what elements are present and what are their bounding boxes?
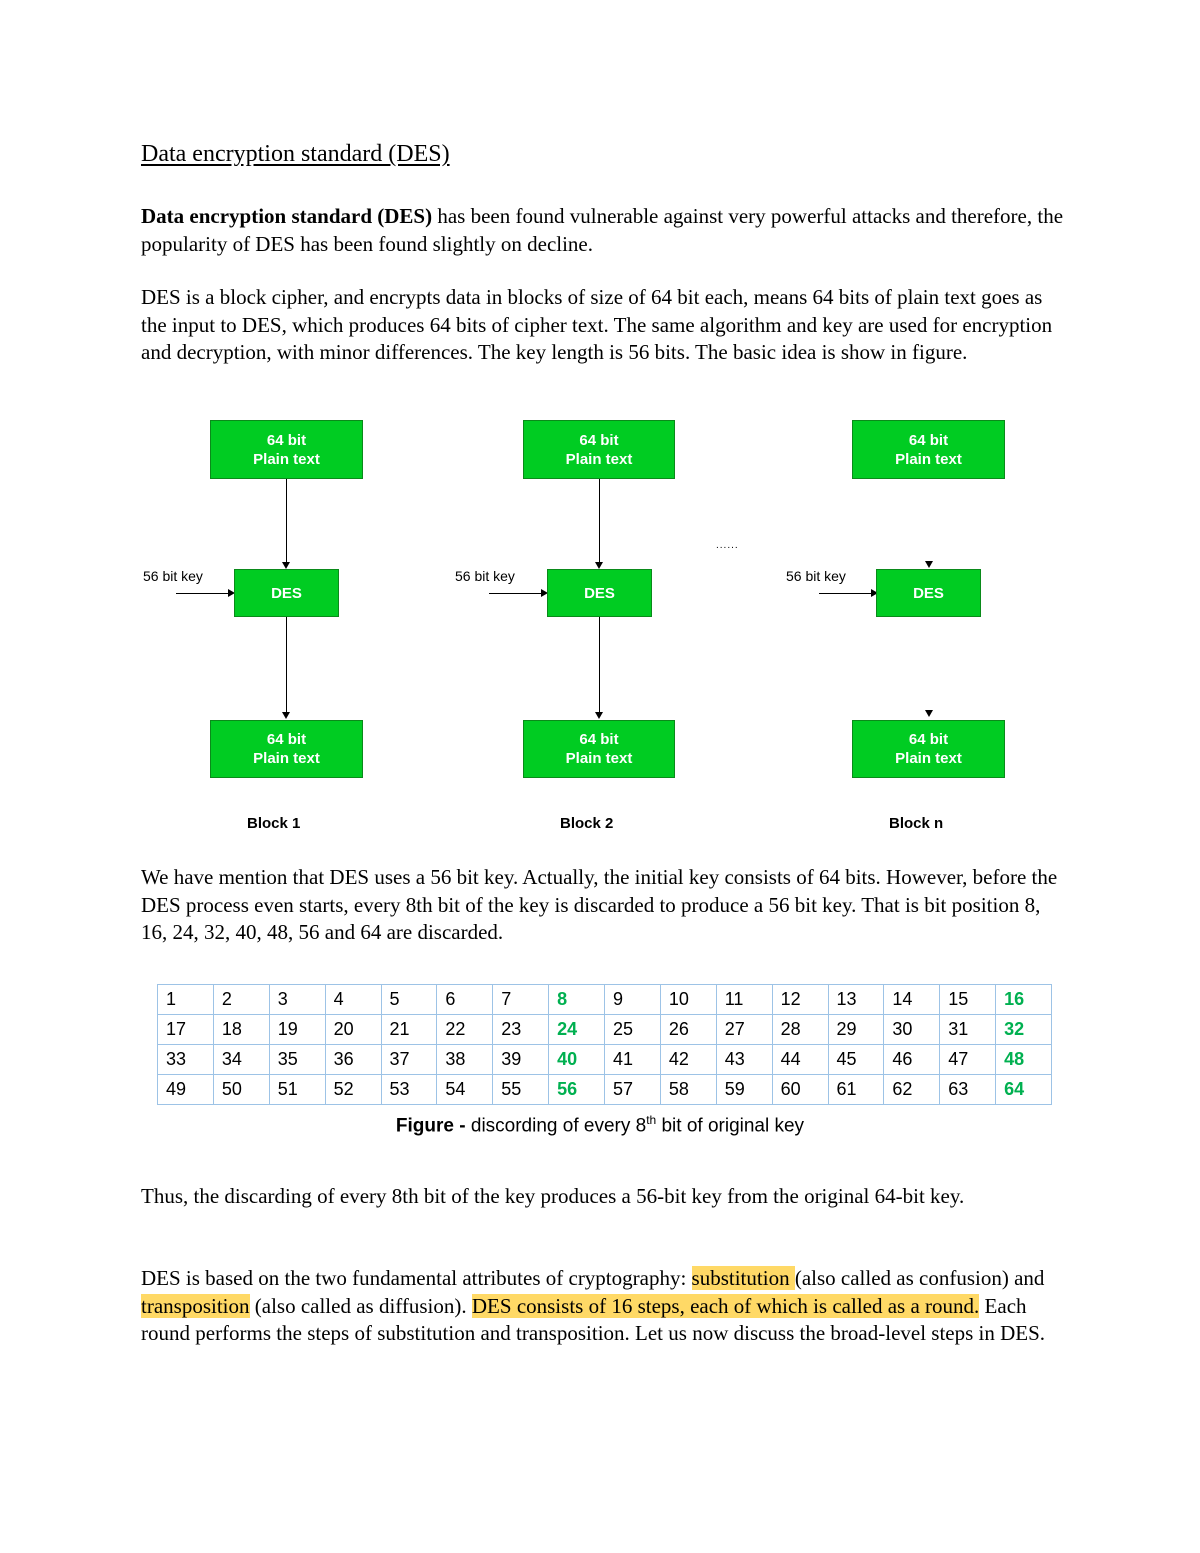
blockn-des-box <box>876 569 981 617</box>
block1-des-label: DES <box>271 584 302 602</box>
table-cell: 21 <box>381 1015 437 1045</box>
blockn-label: Block n <box>889 815 944 832</box>
blockn-key-line <box>819 593 872 594</box>
diagram-ellipsis: ...... <box>716 540 739 551</box>
table-cell: 46 <box>884 1045 940 1075</box>
table-cell: 32 <box>996 1015 1052 1045</box>
table-cell: 6 <box>437 985 493 1015</box>
blockn-output-line1: 64 bit <box>908 731 949 748</box>
table-cell: 54 <box>437 1075 493 1105</box>
table-cell: 10 <box>660 985 716 1015</box>
block2-arrow-out-line <box>599 617 600 713</box>
table-cell: 49 <box>158 1075 214 1105</box>
table-cell: 8 <box>549 985 605 1015</box>
block2-des-label: DES <box>584 584 615 602</box>
table-cell: 2 <box>213 985 269 1015</box>
block1-arrow-out-line <box>286 617 287 713</box>
table-cell: 47 <box>940 1045 996 1075</box>
table-cell: 18 <box>213 1015 269 1045</box>
block2-output-box <box>523 720 675 778</box>
blockn-output-line2: Plain text <box>895 750 962 767</box>
block1-output-line1: 64 bit <box>266 731 307 748</box>
intro-paragraph <box>141 203 1071 258</box>
block2-output-line2: Plain text <box>565 750 633 767</box>
table-cell: 62 <box>884 1075 940 1105</box>
table-cell: 27 <box>716 1015 772 1045</box>
block2-key-label: 56 bit key <box>455 568 515 584</box>
table-cell: 45 <box>828 1045 884 1075</box>
table-row <box>158 1075 1052 1105</box>
block1-label: Block 1 <box>247 815 301 832</box>
table-cell: 24 <box>549 1015 605 1045</box>
table-cell: 53 <box>381 1075 437 1105</box>
block1-input-line1: 64 bit <box>266 431 307 449</box>
table-cell: 40 <box>549 1045 605 1075</box>
p5-text-c: (also called as diffusion). <box>249 1293 472 1318</box>
table-cell: 9 <box>605 985 661 1015</box>
block1-key-label: 56 bit key <box>143 568 203 584</box>
table-cell: 56 <box>549 1075 605 1105</box>
table-cell: 14 <box>884 985 940 1015</box>
key-bit-table-body <box>158 985 1052 1105</box>
blockn-des-label: DES <box>913 584 944 602</box>
table-cell: 42 <box>660 1045 716 1075</box>
block-cipher-paragraph: DES is a block cipher, and encrypts data in blocks of size of 64 bit each, means 64 bits of plain text goes as the input to DES, which produces 64 bits of cipher text. The same algorithm and key are used for encryption and decryption, with minor differences. The key length is 56 bits. The basic idea is show in figure. <box>141 285 1053 364</box>
block1-output-box <box>210 720 363 778</box>
table-cell: 11 <box>716 985 772 1015</box>
table-cell: 35 <box>269 1045 325 1075</box>
table-cell: 60 <box>772 1075 828 1105</box>
blockn-input-line1: 64 bit <box>908 431 949 449</box>
table-cell: 43 <box>716 1045 772 1075</box>
table-cell: 52 <box>325 1075 381 1105</box>
table-cell: 57 <box>605 1075 661 1105</box>
table-cell: 23 <box>493 1015 549 1045</box>
highlight-rounds: DES consists of 16 steps, each of which is called as a round. <box>471 1293 980 1318</box>
table-cell: 64 <box>996 1075 1052 1105</box>
blockn-input-box <box>852 420 1005 479</box>
key-discard-paragraph: We have mention that DES uses a 56 bit key. Actually, the initial key consists of 64 bits. However, before the DES process even starts, every 8th bit of the key is discarded to produce a 56 bit key. That is bit position 8, 16, 24, 32, 40, 48, 56 and 64 are discarded. <box>141 865 1058 944</box>
figure-caption <box>0 1113 1200 1137</box>
table-cell: 37 <box>381 1045 437 1075</box>
intro-text: has been found vulnerable against very powerful attacks and therefore, the popularity of DES has been found slightly on decline. <box>141 204 1064 256</box>
intro-bold-term: Data encryption standard (DES) <box>141 204 433 228</box>
highlight-transposition: transposition <box>141 1293 250 1318</box>
table-cell: 48 <box>996 1045 1052 1075</box>
table-cell: 15 <box>940 985 996 1015</box>
table-cell: 19 <box>269 1015 325 1045</box>
block1-arrow-out-head <box>282 712 290 719</box>
table-cell: 39 <box>493 1045 549 1075</box>
table-cell: 30 <box>884 1015 940 1045</box>
block2-output-line1: 64 bit <box>579 731 619 748</box>
table-cell: 5 <box>381 985 437 1015</box>
block2-des-box <box>547 569 652 617</box>
discard-result-paragraph: Thus, the discarding of every 8th bit of the key produces a 56-bit key from the original 64-bit key. <box>141 1184 965 1208</box>
table-cell: 59 <box>716 1075 772 1105</box>
table-cell: 3 <box>269 985 325 1015</box>
table-cell: 12 <box>772 985 828 1015</box>
blockn-arrow-in-head <box>925 561 933 568</box>
table-cell: 16 <box>996 985 1052 1015</box>
table-cell: 31 <box>940 1015 996 1045</box>
table-cell: 29 <box>828 1015 884 1045</box>
table-cell: 38 <box>437 1045 493 1075</box>
p5-text-b: (also called as confusion) and <box>794 1266 1045 1290</box>
table-cell: 7 <box>493 985 549 1015</box>
table-cell: 33 <box>158 1045 214 1075</box>
table-cell: 20 <box>325 1015 381 1045</box>
blockn-key-label: 56 bit key <box>786 568 846 584</box>
table-cell: 25 <box>605 1015 661 1045</box>
table-row <box>158 1015 1052 1045</box>
caption-label: Figure - <box>395 1115 466 1137</box>
table-cell: 26 <box>660 1015 716 1045</box>
table-cell: 4 <box>325 985 381 1015</box>
block1-arrow-in-line <box>286 479 287 563</box>
caption-text-b: bit of original key <box>656 1115 805 1137</box>
block1-input-box <box>210 420 363 479</box>
p5-text-a: DES is based on the two fundamental attributes of cryptography: <box>141 1266 692 1290</box>
table-row <box>158 1045 1052 1075</box>
p5-text-d: Each round performs the steps of substitution and transposition. Let us now discuss the broad-level steps in DES. <box>141 1293 1046 1345</box>
caption-text-a: discording of every 8 <box>465 1115 647 1137</box>
block1-output-line2: Plain text <box>253 750 320 767</box>
table-cell: 50 <box>213 1075 269 1105</box>
table-cell: 28 <box>772 1015 828 1045</box>
table-cell: 55 <box>493 1075 549 1105</box>
table-cell: 63 <box>940 1075 996 1105</box>
table-cell: 58 <box>660 1075 716 1105</box>
page-title: Data encryption standard (DES) <box>141 141 450 167</box>
table-cell: 61 <box>828 1075 884 1105</box>
blockn-input-line2: Plain text <box>895 450 962 468</box>
block2-arrow-out-head <box>595 712 603 719</box>
table-cell: 41 <box>605 1045 661 1075</box>
caption-sup: th <box>646 1113 657 1127</box>
block2-key-line <box>489 593 542 594</box>
blockn-output-box <box>852 720 1005 778</box>
block1-des-box <box>234 569 339 617</box>
block2-label: Block 2 <box>560 815 614 832</box>
block2-arrow-in-line <box>599 479 600 563</box>
substitution-paragraph <box>141 1265 1071 1348</box>
key-bit-table <box>157 984 1052 1105</box>
block2-arrow-in-head <box>595 562 603 569</box>
highlight-substitution: substitution <box>691 1266 795 1290</box>
block2-input-line1: 64 bit <box>579 431 619 449</box>
table-cell: 1 <box>158 985 214 1015</box>
table-cell: 44 <box>772 1045 828 1075</box>
table-cell: 22 <box>437 1015 493 1045</box>
block2-input-line2: Plain text <box>565 450 633 468</box>
table-cell: 13 <box>828 985 884 1015</box>
block1-key-line <box>176 593 229 594</box>
table-row <box>158 985 1052 1015</box>
table-cell: 36 <box>325 1045 381 1075</box>
block2-input-box <box>523 420 675 479</box>
blockn-arrow-out-head <box>925 710 933 717</box>
table-cell: 51 <box>269 1075 325 1105</box>
table-cell: 34 <box>213 1045 269 1075</box>
block1-arrow-in-head <box>282 562 290 569</box>
table-cell: 17 <box>158 1015 214 1045</box>
block1-input-line2: Plain text <box>253 450 320 468</box>
